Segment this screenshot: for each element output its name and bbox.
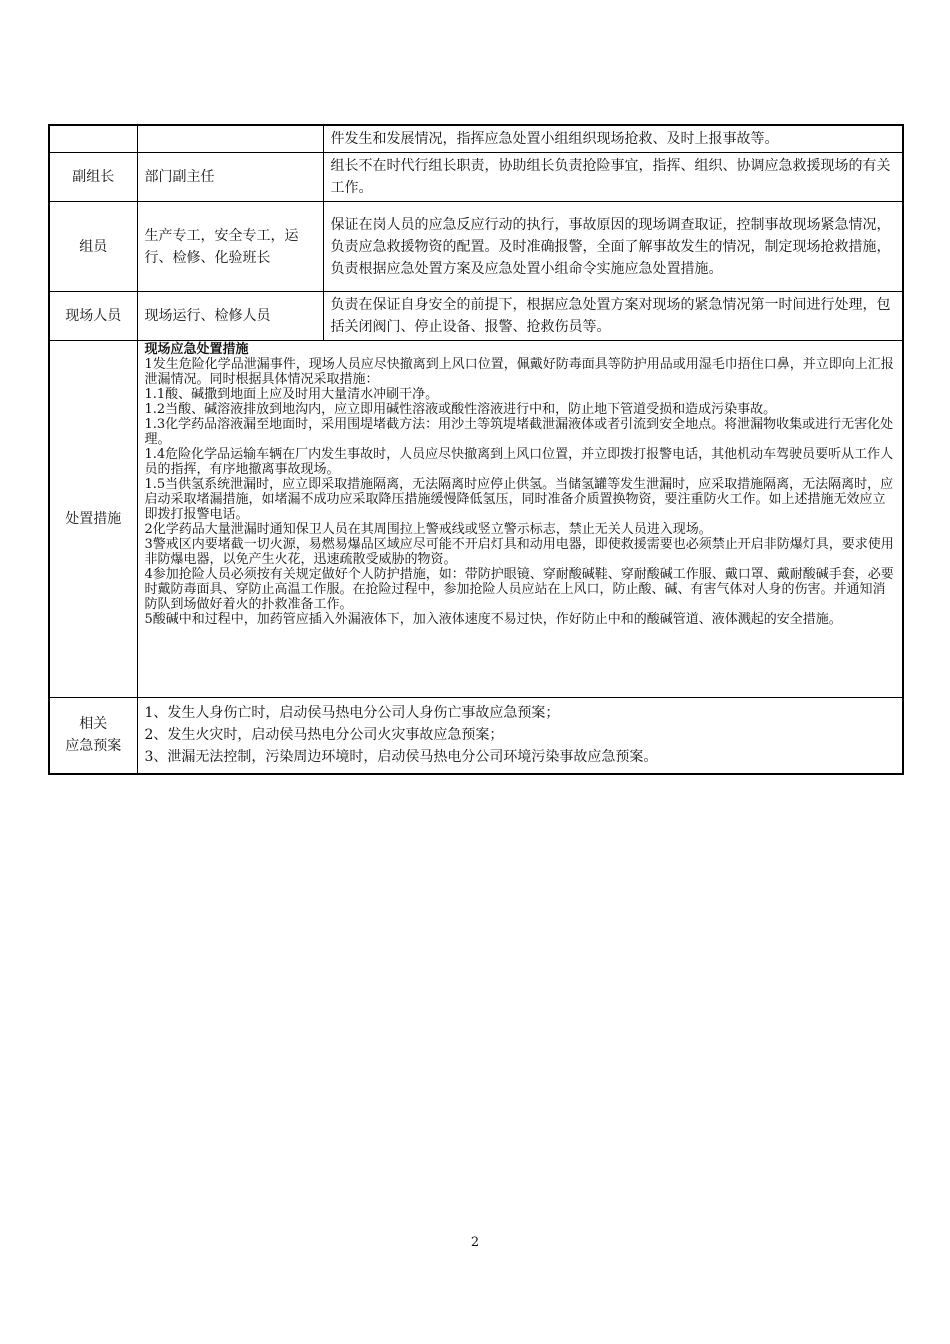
plans-label	[49, 698, 137, 774]
plan-item: 3、泄漏无法控制，污染周边环境时，启动侯马热电分公司环境污染事故应急预案。	[144, 749, 658, 765]
plan-item: 2、发生火灾时，启动侯马热电分公司火灾事故应急预案；	[144, 727, 504, 743]
measure-item: 1发生危险化学品泄漏事件，现场人员应尽快撤离到上风口位置，佩戴好防毒面具等防护用品或用湿毛巾捂住口鼻，并立即向上汇报泄漏情况。同时根据具体情况采取措施：	[144, 357, 894, 387]
plans-content	[137, 698, 903, 774]
table-row	[49, 292, 903, 341]
table-row	[49, 125, 903, 153]
table-row	[49, 341, 903, 698]
duty-cell: 负责在保证自身安全的前提下，根据应急处置方案对现场的紧急情况第一时间进行处理，包括关闭阀门、停止设备、报警、抢救伤员等。	[323, 292, 903, 341]
measure-item: 3警戒区内要堵截一切火源，易燃易爆品区域应尽可能不开启灯具和动用电器，即使救援需要也必须禁止开启非防爆灯具，要求使用非防爆电器，以免产生火花，迅速疏散受威胁的物资。	[144, 537, 894, 567]
measure-item: 1.1酸、碱撒到地面上应及时用大量清水冲刷干净。	[144, 387, 439, 402]
measures-title: 现场应急处置措施	[144, 342, 249, 357]
role-cell	[49, 125, 137, 153]
table-row	[49, 153, 903, 202]
person-cell: 现场运行、检修人员	[137, 292, 323, 341]
measures-content	[137, 341, 903, 698]
plan-item: 1、发生人身伤亡时，启动侯马热电分公司人身伤亡事故应急预案；	[144, 705, 560, 721]
table-row	[49, 202, 903, 292]
measure-item: 5酸碱中和过程中，加药管应插入外漏液体下，加入液体速度不易过快，作好防止中和的酸碱管道、液体溅起的安全措施。	[144, 612, 842, 627]
measure-item: 1.5当供氢系统泄漏时，应立即采取措施隔离，无法隔离时应停止供氢。当储氢罐等发生泄漏时，应采取措施隔离，无法隔离时，应启动采取堵漏措施，如堵漏不成功应采取降压措施缓慢降低氢压，同时准备介质置换物资，要注重防火工作。如上述措施无效应立即拨打报警电话。	[144, 477, 894, 522]
duty-cell: 保证在岗人员的应急反应行动的执行，事故原因的现场调查取证，控制事故现场紧急情况，负责应急救援物资的配置。及时准确报警，全面了解事故发生的情况，制定现场抢救措施，负责根据应急处置方案及应急处置小组命令实施应急处置措施。	[323, 202, 903, 292]
page-number: 2	[470, 1235, 480, 1250]
plans-label-line: 相关	[79, 716, 108, 733]
table-row	[49, 698, 903, 774]
role-cell: 现场人员	[49, 292, 137, 341]
role-cell: 副组长	[49, 153, 137, 202]
role-cell: 组员	[49, 202, 137, 292]
emergency-plan-table	[48, 124, 904, 775]
measures-label: 处置措施	[49, 341, 137, 698]
plans-label-line: 应急预案	[65, 738, 122, 755]
person-cell: 部门副主任	[137, 153, 323, 202]
duty-cell: 件发生和发展情况，指挥应急处置小组组织现场抢救、及时上报事故等。	[323, 125, 903, 153]
measure-item: 1.2当酸、碱溶液排放到地沟内，应立即用碱性溶液或酸性溶液进行中和，防止地下管道受损和造成污染事故。	[144, 402, 777, 417]
person-cell: 生产专工，安全专工，运行、检修、化验班长	[137, 202, 323, 292]
measure-item: 1.4危险化学品运输车辆在厂内发生事故时，人员应尽快撤离到上风口位置，并立即拨打报警电话，其他机动车驾驶员要听从工作人员的指挥，有序地撤离事故现场。	[144, 447, 894, 477]
measure-item: 2化学药品大量泄漏时通知保卫人员在其周围拉上警戒线或竖立警示标志，禁止无关人员进入现场。	[144, 522, 712, 537]
person-cell	[137, 125, 323, 153]
measure-item: 1.3化学药品溶液漏至地面时，采用围堤堵截方法：用沙土等筑堤堵截泄漏液体或者引流到安全地点。将泄漏物收集或进行无害化处理。	[144, 417, 894, 447]
duty-cell: 组长不在时代行组长职责，协助组长负责抢险事宜，指挥、组织、协调应急救援现场的有关工作。	[323, 153, 903, 202]
measure-item: 4参加抢险人员必须按有关规定做好个人防护措施，如：带防护眼镜、穿耐酸碱鞋、穿耐酸碱工作服、戴口罩、戴耐酸碱手套，必要时戴防毒面具、穿防止高温工作服。在抢险过程中，参加抢险人员应站在上风口，防止酸、碱、有害气体对人身的伤害。并通知消防队到场做好着火的扑救准备工作。	[144, 567, 894, 612]
